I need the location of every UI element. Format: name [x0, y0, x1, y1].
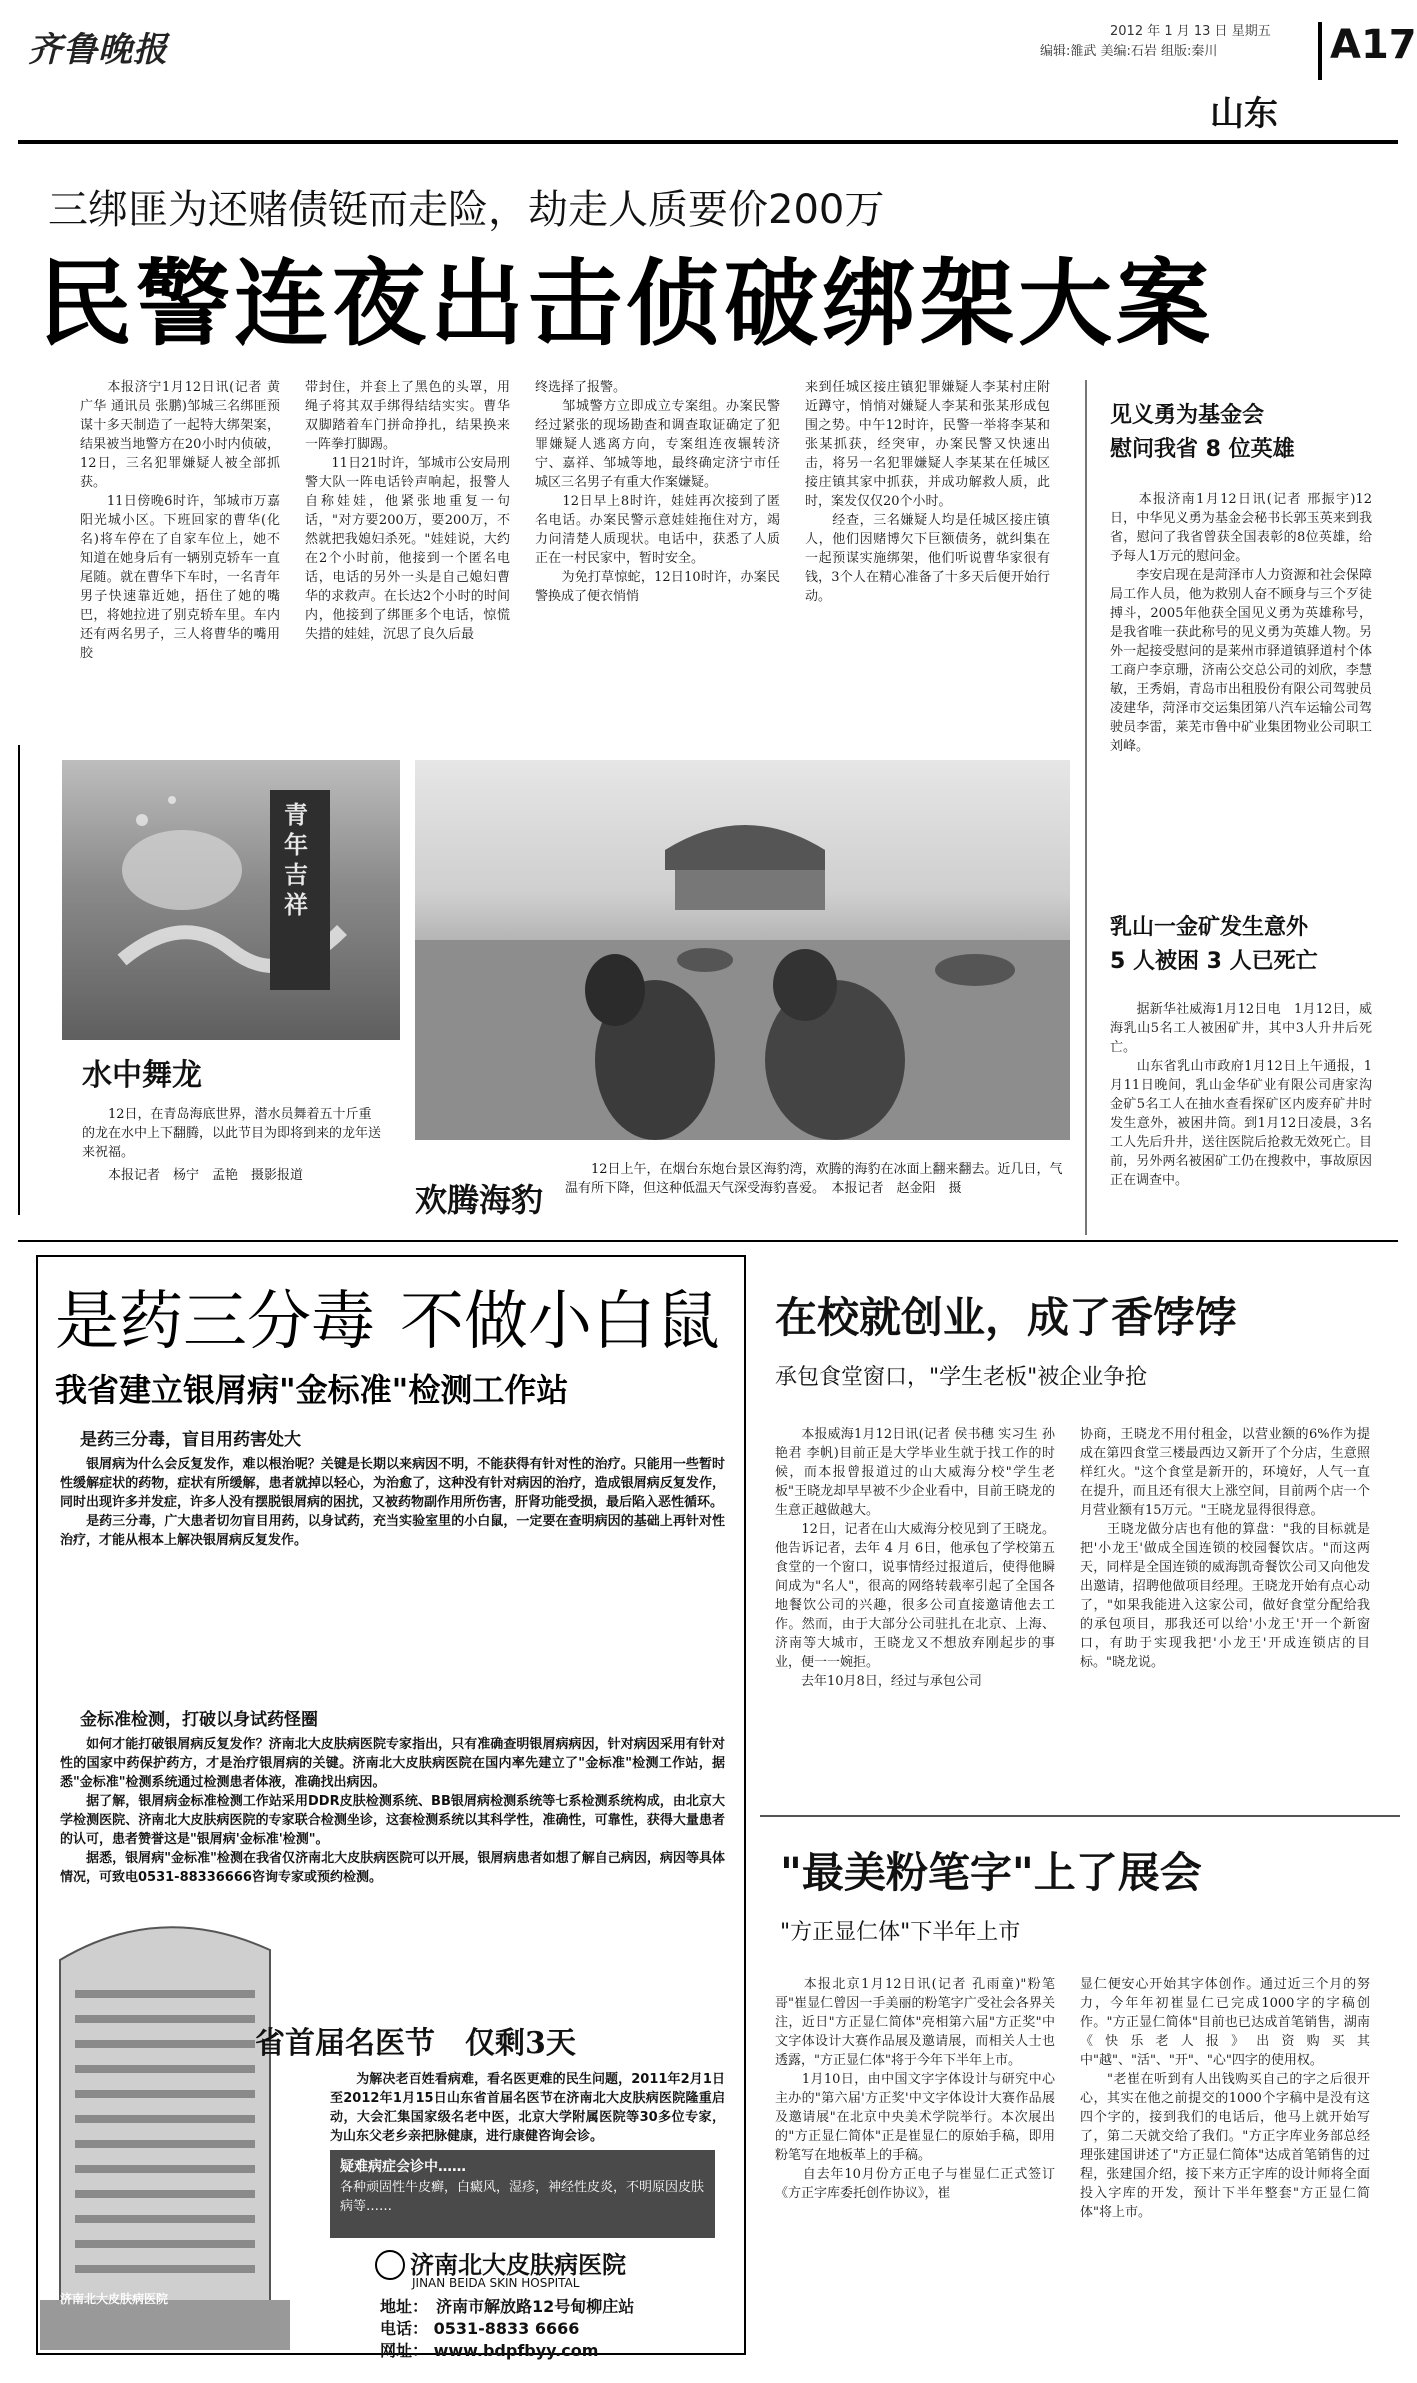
story4-col-2: 显仁便安心开始其字体创作。通过近三个月的努力，今年年初崔显仁已完成1000字的字稿创作。"方正显仁简体"目前也已达成首笔销售，湖南《快乐老人报》出资购买其中"越"、"活"、"开"、"心"四字的使用权。 "老崔在听到有人出钱购买自己的字之后很开心，其实在他之前提交的1000个字稿中是没有这四个字的，接到我们的电话后，他马上就开始写了，第二天就交给了我们。"方正字库业务部总经理张建国讲述了"方正显仁简体"达成首笔销售的过程，张建国介绍，接下来方正字库的设计师将全面投入字库的开发，预计下半年整套"方正显仁简体"将上市。 [1080, 1977, 1370, 2220]
story4-subhead: "方正显仁体"下半年上市 [780, 1920, 1021, 1945]
ad-headline-2: 不做小白鼠 [400, 1285, 720, 1359]
side-story1-title-2: 慰问我省 8 位英雄 [1110, 437, 1295, 462]
photo-seals-illustration [415, 760, 1070, 1140]
ad-hospital-building [40, 1880, 290, 2350]
photo2-caption: 12日上午，在烟台东炮台景区海豹湾，欢腾的海豹在冰面上翻来翻去。近几日，气温有所下降，但这种低温天气深受海豹喜爱。 本报记者 赵金阳 摄 [565, 1162, 1063, 1196]
ad-festival-text: 为解决老百姓看病难，看名医更难的民生问题，2011年2月1日至2012年1月15日山东省首届名医节在济南北大皮肤病医院隆重启动，大会汇集国家级名老中医，北京大学附属医院等30多位专家，为山东父老乡亲把脉健康，进行康健咨询会诊。 [330, 2072, 725, 2144]
side-story2-text: 据新华社威海1月12日电 1月12日，威海乳山5名工人被困矿井，其中3人升井后死亡。 山东省乳山市政府1月12日上午通报，1月11日晚间，乳山金华矿业有限公司唐家沟金矿5名工人在抽水查看探矿区内废弃矿井时发生意外，被困井筒。到1月12日凌晨，3名工人先后升井，送往医院后抢救无效死亡。目前，另外两名被困矿工仍在搜救中，事故原因正在调查中。 [1110, 1002, 1372, 1188]
editors-line: 编辑:雒武 美编:石岩 组版:秦川 [1040, 44, 1218, 59]
ad-subhead: 我省建立银屑病"金标准"检测工作站 [55, 1371, 569, 1409]
story3-subhead: 承包食堂窗口，"学生老板"被企业争抢 [775, 1365, 1148, 1390]
ad-section1-text: 银屑病为什么会反复发作，难以根治呢？关键是长期以来病因不明，不能获得有针对性的治疗。只能用一些暂时性缓解症状的药物，症状有所缓解，患者就掉以轻心，为治愈了，这种没有针对病因的治疗，造成银屑病反复发作，同时出现许多并发症，许多人没有摆脱银屑病的困扰，又被药物副作用所伤害，肝肾功能受损，最后陷入恶性循环。 是药三分毒，广大患者切勿盲目用药，以身试药，充当实验室里的小白鼠，一定要在查明病因的基础上再针对性治疗，才能从根本上解决银屑病反复发作。 [60, 1457, 725, 1548]
ad-section1-title: 是药三分毒，盲目用药害处大 [80, 1430, 301, 1450]
building-sign: 济南北大皮肤病医院 [60, 2292, 169, 2306]
ad-headline-1: 是药三分毒 [55, 1285, 375, 1359]
story-divider [760, 1815, 1400, 1817]
ad-hospital-name: 济南北大皮肤病医院 [410, 2250, 626, 2279]
sidebar-divider [1085, 380, 1087, 1235]
header-divider-vertical [1318, 22, 1322, 80]
section-label: 山东 [1210, 94, 1278, 134]
ad-phone-line: 电话： 0531-8833 6666 [380, 2319, 580, 2338]
photo1-frame [18, 745, 20, 1215]
mid-rule [18, 1240, 1398, 1242]
photo2-title: 欢腾海豹 [415, 1181, 544, 1219]
lead-col-2: 带封住，并套上了黑色的头罩，用绳子将其双手绑得结结实实。曹华双脚踏着车门拼命挣扎，结果换来一阵拳打脚踢。 11日21时许，邹城市公安局刑警大队一阵电话铃声响起，报警人自称娃娃，他紧张地重复一句话，"对方要200万，要200万，不然就把我媳妇杀死。"娃娃说，大约在2个小时前，他接到一个匿名电话，电话的另外一头是自己媳妇曹华的求救声。在长达2个小时的时间内，他接到了绑匪多个电话，惊慌失措的娃娃，沉思了良久后最 [305, 380, 510, 642]
ad-festival-title: 省首届名医节 仅剩3天 [255, 2026, 576, 2061]
side-story2-title-2: 5 人被困 3 人已死亡 [1110, 949, 1318, 974]
photo1-title: 水中舞龙 [82, 1058, 202, 1093]
photo1-credit: 本报记者 杨宁 孟艳 摄影报道 [82, 1168, 304, 1183]
date-line: 2012 年 1 月 13 日 星期五 [1110, 24, 1271, 39]
ad-hospital-name-en: JINAN BEIDA SKIN HOSPITAL [412, 2276, 580, 2290]
building-illustration [40, 1880, 290, 2350]
ad-symptom-box [330, 2150, 715, 2238]
story3-col-2: 协商，王晓龙不用付租金，以营业额的6%作为提成在第四食堂三楼最西边又新开了个分店，生意照样红火。"这个食堂是新开的，环境好，人气一直在提升，而且还有很大上涨空间，目前两个店一个月营业额有15万元。"王晓龙显得很得意。 王晓龙做分店也有他的算盘："我的目标就是把'小龙王'做成全国连锁的校园餐饮店。"而这两天，同样是全国连锁的威海凯奇餐饮公司又向他发出邀请，招聘他做项目经理。王晓龙开始有点心动了，"如果我能进入这家公司，做好食堂分配给我的承包项目，那我还可以给'小龙王'开一个新窗口，有助于实现我把'小龙王'开成连锁店的目标。"晓龙说。 [1080, 1427, 1370, 1670]
lead-col-3: 终选择了报警。 邹城警方立即成立专案组。办案民警经过紧张的现场勘查和调查取证确定了犯罪嫌疑人逃离方向，专案组连夜辗转济宁、嘉祥、邹城等地，最终确定济宁市任城区三名男子有重大作案嫌疑。 12日早上8时许，娃娃再次接到了匿名电话。办案民警示意娃娃拖住对方，竭力问清楚人质现状。电话中，获悉了人质正在一村民家中，暂时安全。 为免打草惊蛇，12日10时许，办案民警换成了便衣悄悄 [535, 380, 780, 604]
ad-symptom-title: 疑难病症会诊中…… [340, 2159, 466, 2175]
photo-seals [415, 760, 1070, 1140]
lead-col-4: 来到任城区接庄镇犯罪嫌疑人李某村庄附近蹲守，悄悄对嫌疑人李某和张某形成包围之势。中午12时许，民警一举将李某和张某抓获，经突审，办案民警又快速出击，将另一名犯罪嫌疑人李某某在任城区接庄镇其家中抓获，并成功解救人质，此时，案发仅仅20个小时。 经查，三名嫌疑人均是任城区接庄镇人，他们因赌博欠下巨额债务，就纠集在一起预谋实施绑架，他们听说曹华家很有钱，3个人在精心准备了十多天后便开始行动。 [805, 380, 1050, 604]
ad-section2-title: 金标准检测，打破以身试药怪圈 [80, 1710, 318, 1730]
story4-col-1: 本报北京1月12日讯(记者 孔雨童)"粉笔哥"崔显仁曾因一手美丽的粉笔字广受社会各界关注，近日"方正显仁简体"亮相第六届"方正奖"中文字体设计大赛作品展及邀请展，而相关人士也透露，"方正显仁体"将于今年下半年上市。 1月10日，由中国文字字体设计与研究中心主办的"第六届'方正奖'中文字体设计大赛作品展及邀请展"在北京中央美术学院举行。本次展出的"方正显仁简体"正是崔显仁的原始手稿，即用粉笔写在地板革上的手稿。 自去年10月份方正电子与崔显仁正式签订《方正字库委托创作协议》，崔 [775, 1977, 1055, 2201]
photo-dragon-illustration [62, 760, 400, 1040]
photo-dragon-sign: 青年吉祥 [284, 800, 308, 919]
lead-headline: 民警连夜出击侦破绑架大案 [38, 250, 1215, 359]
ad-web-line: 网址： www.bdpfbyy.com [380, 2341, 599, 2360]
story4-headline: "最美粉笔字"上了展会 [780, 1848, 1202, 1897]
ad-symptom-text: 各种顽固性牛皮癣，白癜风，湿疹，神经性皮炎，不明原因皮肤病等…… [340, 2180, 705, 2214]
photo1-caption: 12日，在青岛海底世界，潜水员舞着五十斤重的龙在水中上下翻腾，以此节目为即将到来的龙年送来祝福。 [82, 1107, 382, 1160]
side-story2-title-1: 乳山一金矿发生意外 [1110, 915, 1309, 940]
side-story1-title-1: 见义勇为基金会 [1110, 403, 1265, 428]
story3-headline: 在校就创业，成了香饽饽 [775, 1293, 1238, 1342]
masthead-logo: 齐鲁晚报 [28, 30, 168, 70]
ad-section2-text: 如何才能打破银屑病反复发作？济南北大皮肤病医院专家指出，只有准确查明银屑病病因，针对病因采用有针对性的国家中药保护药方，才是治疗银屑病的关键。济南北大皮肤病医院在国内率先建立了"金标准"检测工作站，据悉"金标准"检测系统通过检测患者体液，准确找出病因。 据了解，银屑病金标准检测工作站采用DDR皮肤检测系统、BB银屑病检测系统等七系检测系统构成，由北京大学检测医院、济南北大皮肤病医院的专家联合检测坐诊，这套检测系统以其科学性，准确性，可靠性，获得大量患者的认可，患者赞誉这是"银屑病'金标准'检测"。 据悉，银屑病"金标准"检测在我省仅济南北大皮肤病医院可以开展，银屑病患者如想了解自己病因，病因等具体情况，可致电0531-88336666咨询专家或预约检测。 [60, 1737, 725, 1885]
ad-hospital-logo [375, 2250, 405, 2280]
page-number: A17 [1330, 22, 1417, 68]
ad-address-line: 地址： 济南市解放路12号甸柳庄站 [380, 2297, 635, 2316]
lead-kicker: 三绑匪为还赌债铤而走险，劫走人质要价200万 [48, 187, 885, 233]
story3-col-1: 本报威海1月12日讯(记者 侯书穗 实习生 孙艳君 李帆)目前正是大学毕业生就于找工作的时候，而本报曾报道过的山大威海分校"学生老板"王晓龙却早早被不少企业看中，目前王晓龙的生意正越做越大。 12日，记者在山大威海分校见到了王晓龙。他告诉记者，去年 4 月 6日，他承包了学校第五食堂的一个窗口，说事情经过报道后，使得他瞬间成为"名人"，很高的网络转载率引起了全国各地餐饮公司的兴趣，很多公司直接邀请他去工作。然而，由于大部分公司驻扎在北京、上海、济南等大城市，王晓龙又不想放弃刚起步的事业，便一一婉拒。 去年10月8日，经过与承包公司 [775, 1427, 1055, 1689]
header-rule [18, 140, 1398, 144]
photo-dragon-underwater [62, 760, 400, 1040]
lead-col-1: 本报济宁1月12日讯(记者 黄广华 通讯员 张鹏)邹城三名绑匪预谋十多天制造了一起特大绑架案，结果被当地警方在20小时内侦破，12日，三名犯罪嫌疑人被全部抓获。 11日傍晚6时许，邹城市万嘉阳光城小区。下班回家的曹华(化名)将车停在了自家车位上，她不知道在她身后有一辆别克轿车一直尾随。就在曹华下车时，一名青年男子快速靠近她，捂住了她的嘴巴，将她拉进了别克轿车里。车内还有两名男子，三人将曹华的嘴用胶 [80, 380, 280, 661]
side-story1-text: 本报济南1月12日讯(记者 邢振宇)12日，中华见义勇为基金会秘书长郭玉英来到我省，慰问了我省曾获全国表彰的8位英雄，给予每人1万元的慰问金。 李安启现在是菏泽市人力资源和社会保障局工作人员，他为救别人奋不顾身与三个歹徒搏斗，2005年他获全国见义勇为英雄称号，是我省唯一获此称号的见义勇为英雄人物。另外一起接受慰问的是莱州市驿道镇驿道村个体工商户李京珊，济南公交总公司的刘欣，李慧敏，王秀娟，青岛市出租股份有限公司驾驶员凌建华，菏泽市交运集团第八汽车运输公司驾驶员李雷，莱芜市鲁中矿业集团物业公司职工刘峰。 [1110, 492, 1372, 754]
